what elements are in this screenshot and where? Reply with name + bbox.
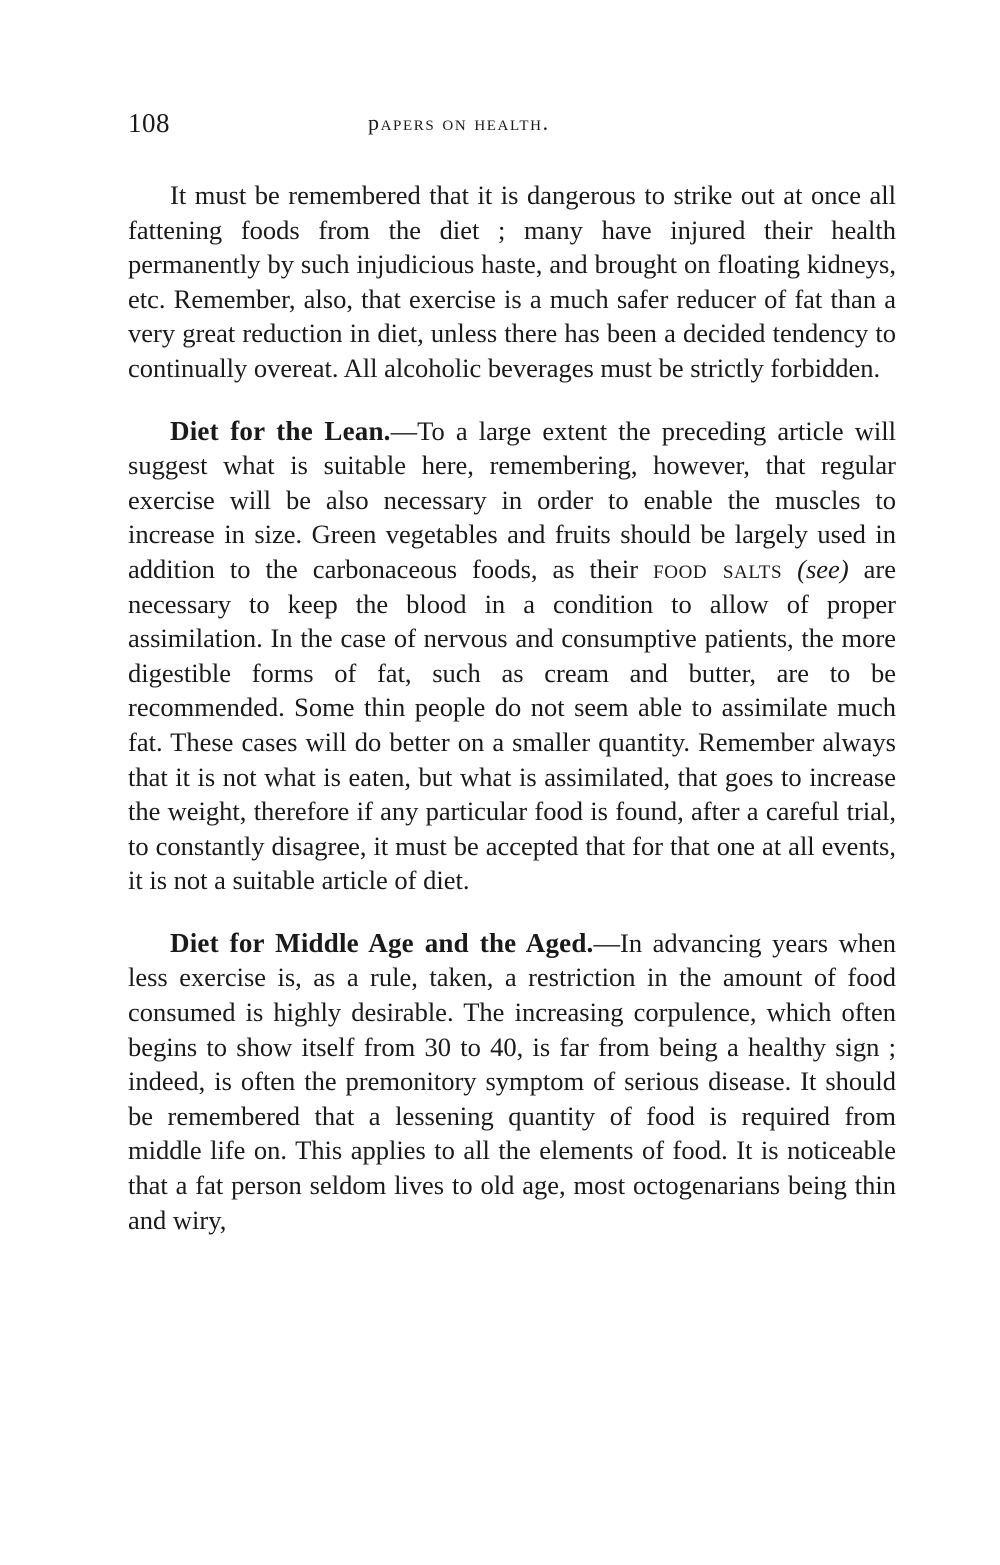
paragraph-diet-for-the-lean	[128, 414, 896, 898]
paragraph-text-before: —To a large extent the preceding article will suggest what is suitable here, remembering, however, that regular exercise will be also necessary in order to enable the muscles to increase in size. Green vegetables and fruits should be largely used in addition to the carbonaceous foods, as their	[128, 415, 896, 584]
paragraph-diet-middle-age	[128, 926, 896, 1237]
section-heading-diet-for-the-lean: Diet for the Lean.	[170, 415, 391, 446]
paragraph-text-after: are necessary to keep the blood in a condition to allow of proper assimilation. In the case of nervous and consumptive patients, the more digestible forms of fat, such as cream and butter, are to be recommended. Some thin people do not seem able to assimilate much fat. These cases will do better on a smaller quantity. Remember always that it is not what is eaten, but what is assimilated, that goes to increase the weight, therefore if any particular food is found, after a careful trial, to constantly disagree, it must be accepted that for that one at all events, it is not a suitable article of diet.	[128, 553, 896, 896]
cross-reference-term: food salts	[653, 553, 783, 584]
paragraph-text: —In advancing years when less exercise is, as a rule, taken, a restriction in the amount of food consumed is highly desirable. The increasing corpulence, which often begins to show itself from 30 to 40, is far from being a healthy sign ; indeed, is often the premonitory symptom of serious disease. It should be remembered that a lessening quantity of food is required from middle life on. This applies to all the elements of food. It is noticeable that a fat person seldom lives to old age, most octogenarians being thin and wiry,	[128, 927, 896, 1235]
page-number: 108	[128, 108, 170, 138]
running-title: papers on health.	[368, 110, 550, 135]
paragraph-fattening-foods	[128, 178, 896, 386]
page-header	[128, 108, 896, 142]
paragraph-text: It must be remembered that it is dangerous to strike out at once all fattening foods from the diet ; many have injured their health permanently by such injudicious haste, and brought on floating kidneys, etc. Remember, also, that exercise is a much safer reducer of fat than a very great reduction in diet, unless there has been a decided tendency to continually overeat. All alcoholic beverages must be strictly forbidden.	[128, 180, 896, 383]
page-body	[128, 178, 896, 1237]
section-heading-diet-middle-age: Diet for Middle Age and the Aged.	[170, 927, 594, 958]
see-reference: (see)	[797, 553, 849, 584]
